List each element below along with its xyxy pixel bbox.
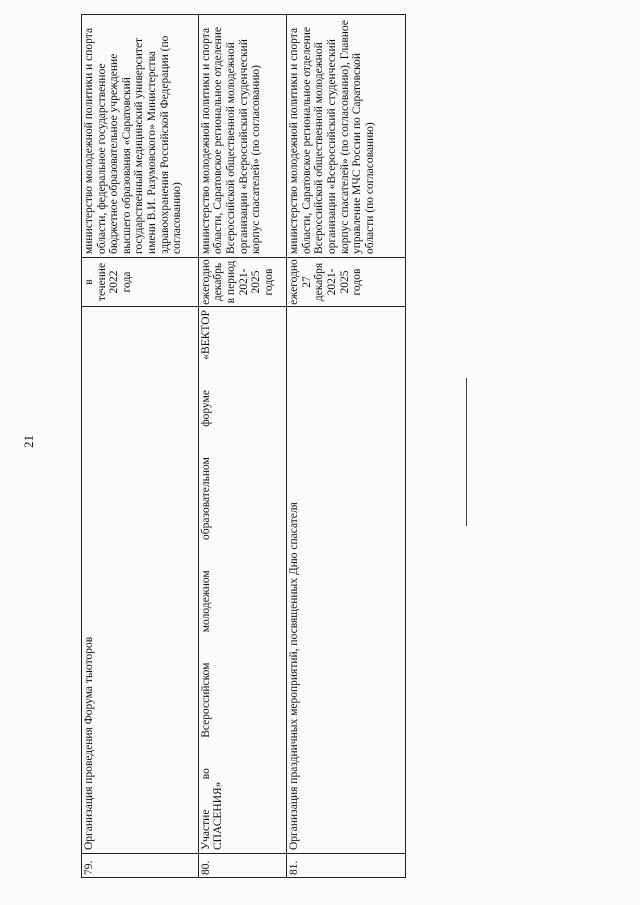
event-name: Организация проведения Форума тьюторов [82, 307, 199, 854]
events-table [81, 14, 406, 878]
rotated-table-container [81, 20, 406, 878]
event-name [198, 307, 287, 854]
event-term: в течение 2022 года [82, 258, 199, 307]
row-number: 81. [287, 854, 406, 878]
event-name: Организация праздничных мероприятий, посвященных Дню спасателя [287, 307, 406, 854]
event-executors: министерство молодежной политики и спорта области, Саратовское региональное отделение Всероссийской общественной молодежной организации «Всероссийский студенческий корпус спасателей» (по согласованию) [198, 15, 287, 258]
table-row [82, 15, 199, 878]
table-row [287, 15, 406, 878]
event-term: ежегодно декабрь в период 2021-2025 годов [198, 258, 287, 307]
event-executors: министерство молодежной политики и спорта области, федеральное государственное бюджетное образовательное учреждение высшего образования «Саратовский государственный медицинский университет имени В.И. Разумовского» Министерства здравоохранения Российской Федерации (по согласованию) [82, 15, 199, 258]
table-row [198, 15, 287, 878]
event-name-line-1: Участие во Всероссийском молодежном образовательном форуме «ВЕКТОР [199, 310, 212, 850]
event-name-line-2: СПАСЕНИЯ» [212, 781, 225, 850]
event-executors: министерство молодежной политики и спорта области, Саратовское региональное отделение Всероссийской общественной молодежной организации «Всероссийский студенческий корпус спасателей» (по согласованию), Главное управление МЧС России по Саратовской области (по согласованию) [287, 15, 406, 258]
separator-line [466, 378, 467, 526]
row-number: 80. [198, 854, 287, 878]
event-term: ежегодно 27 декабря 2021-2025 годов [287, 258, 406, 307]
page-number: 21 [21, 435, 36, 448]
row-number: 79. [82, 854, 199, 878]
